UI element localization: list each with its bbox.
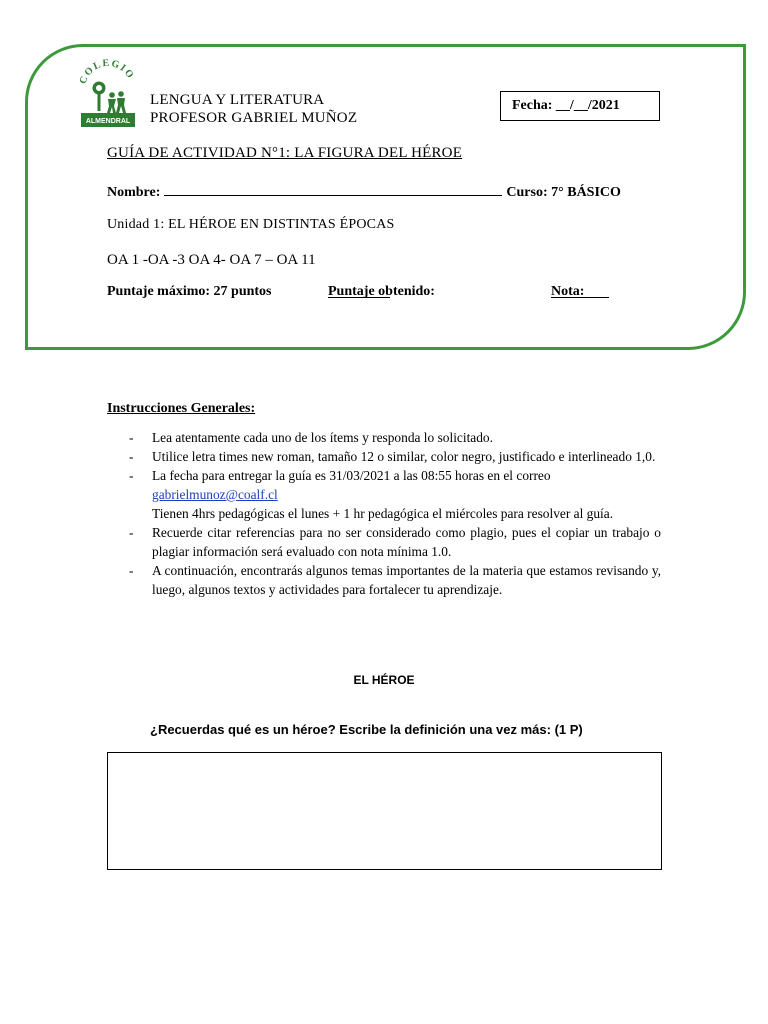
subject-name: LENGUA Y LITERATURA (150, 92, 325, 108)
max-score: Puntaje máximo: 27 puntos (107, 284, 272, 299)
name-blank-field[interactable] (164, 181, 502, 196)
school-logo (77, 55, 137, 129)
grade-blank[interactable] (551, 284, 609, 298)
logo-arc-text: COLEGIO (77, 57, 137, 86)
unit-title: Unidad 1: EL HÉROE EN DISTINTAS ÉPOCAS (107, 217, 395, 232)
instructions-title: Instrucciones Generales: (107, 401, 256, 416)
list-item: - Lea atentamente cada uno de los ítems y responda lo solicitado. (107, 428, 661, 447)
list-item: - Recuerde citar referencias para no ser considerado como plagio, pues el copiar un trabajo o plagiar información será evaluado con nota mínima 1.0. (107, 523, 661, 561)
email-link[interactable]: gabrielmunoz@coalf.cl (152, 487, 278, 502)
date-field[interactable]: Fecha: __/__/2021 (500, 91, 660, 121)
guide-title: GUÍA DE ACTIVIDAD N°1: LA FIGURA DEL HÉROE (107, 145, 463, 161)
logo-banner-text: ALMENDRAL (85, 118, 131, 125)
obtained-score-label: Puntaje obtenido: (328, 284, 435, 299)
instructions-list (107, 428, 661, 599)
school-crest-icon (77, 55, 137, 129)
obtained-score-blank[interactable] (328, 284, 390, 298)
section-title: EL HÉROE (353, 673, 415, 687)
list-item: - Utilice letra times new roman, tamaño 12 o similar, color negro, justificado e interlineado 1,0. (107, 447, 661, 466)
teacher-name: PROFESOR GABRIEL MUÑOZ (150, 110, 358, 126)
time-note: Tienen 4hrs pedagógicas el lunes + 1 hr pedagógica el miércoles para resolver al guía. (152, 506, 614, 521)
grade-label: Nota: (551, 284, 585, 299)
list-item: - La fecha para entregar la guía es 31/03/2021 a las 08:55 horas en el correo gabrielmunoz@coalf.cl Tienen 4hrs pedagógicas el lunes + 1 hr pedagógica el miércoles para resolver al guía. (107, 466, 661, 523)
list-item: - A continuación, encontrarás algunos temas importantes de la materia que estamos revisando y, luego, algunos textos y actividades para fortalecer tu aprendizaje. (107, 561, 661, 599)
subject-block (150, 91, 357, 127)
svg-text:COLEGIO (78, 58, 137, 86)
learning-objectives: OA 1 -OA -3 OA 4- OA 7 – OA 11 (107, 252, 316, 268)
name-label: Nombre: (107, 185, 161, 200)
name-row (107, 181, 642, 201)
answer-box[interactable] (107, 752, 662, 870)
question-text: ¿Recuerdas qué es un héroe? Escribe la definición una vez más: (1 P) (150, 722, 583, 737)
course-label: Curso: 7° BÁSICO (506, 185, 621, 200)
